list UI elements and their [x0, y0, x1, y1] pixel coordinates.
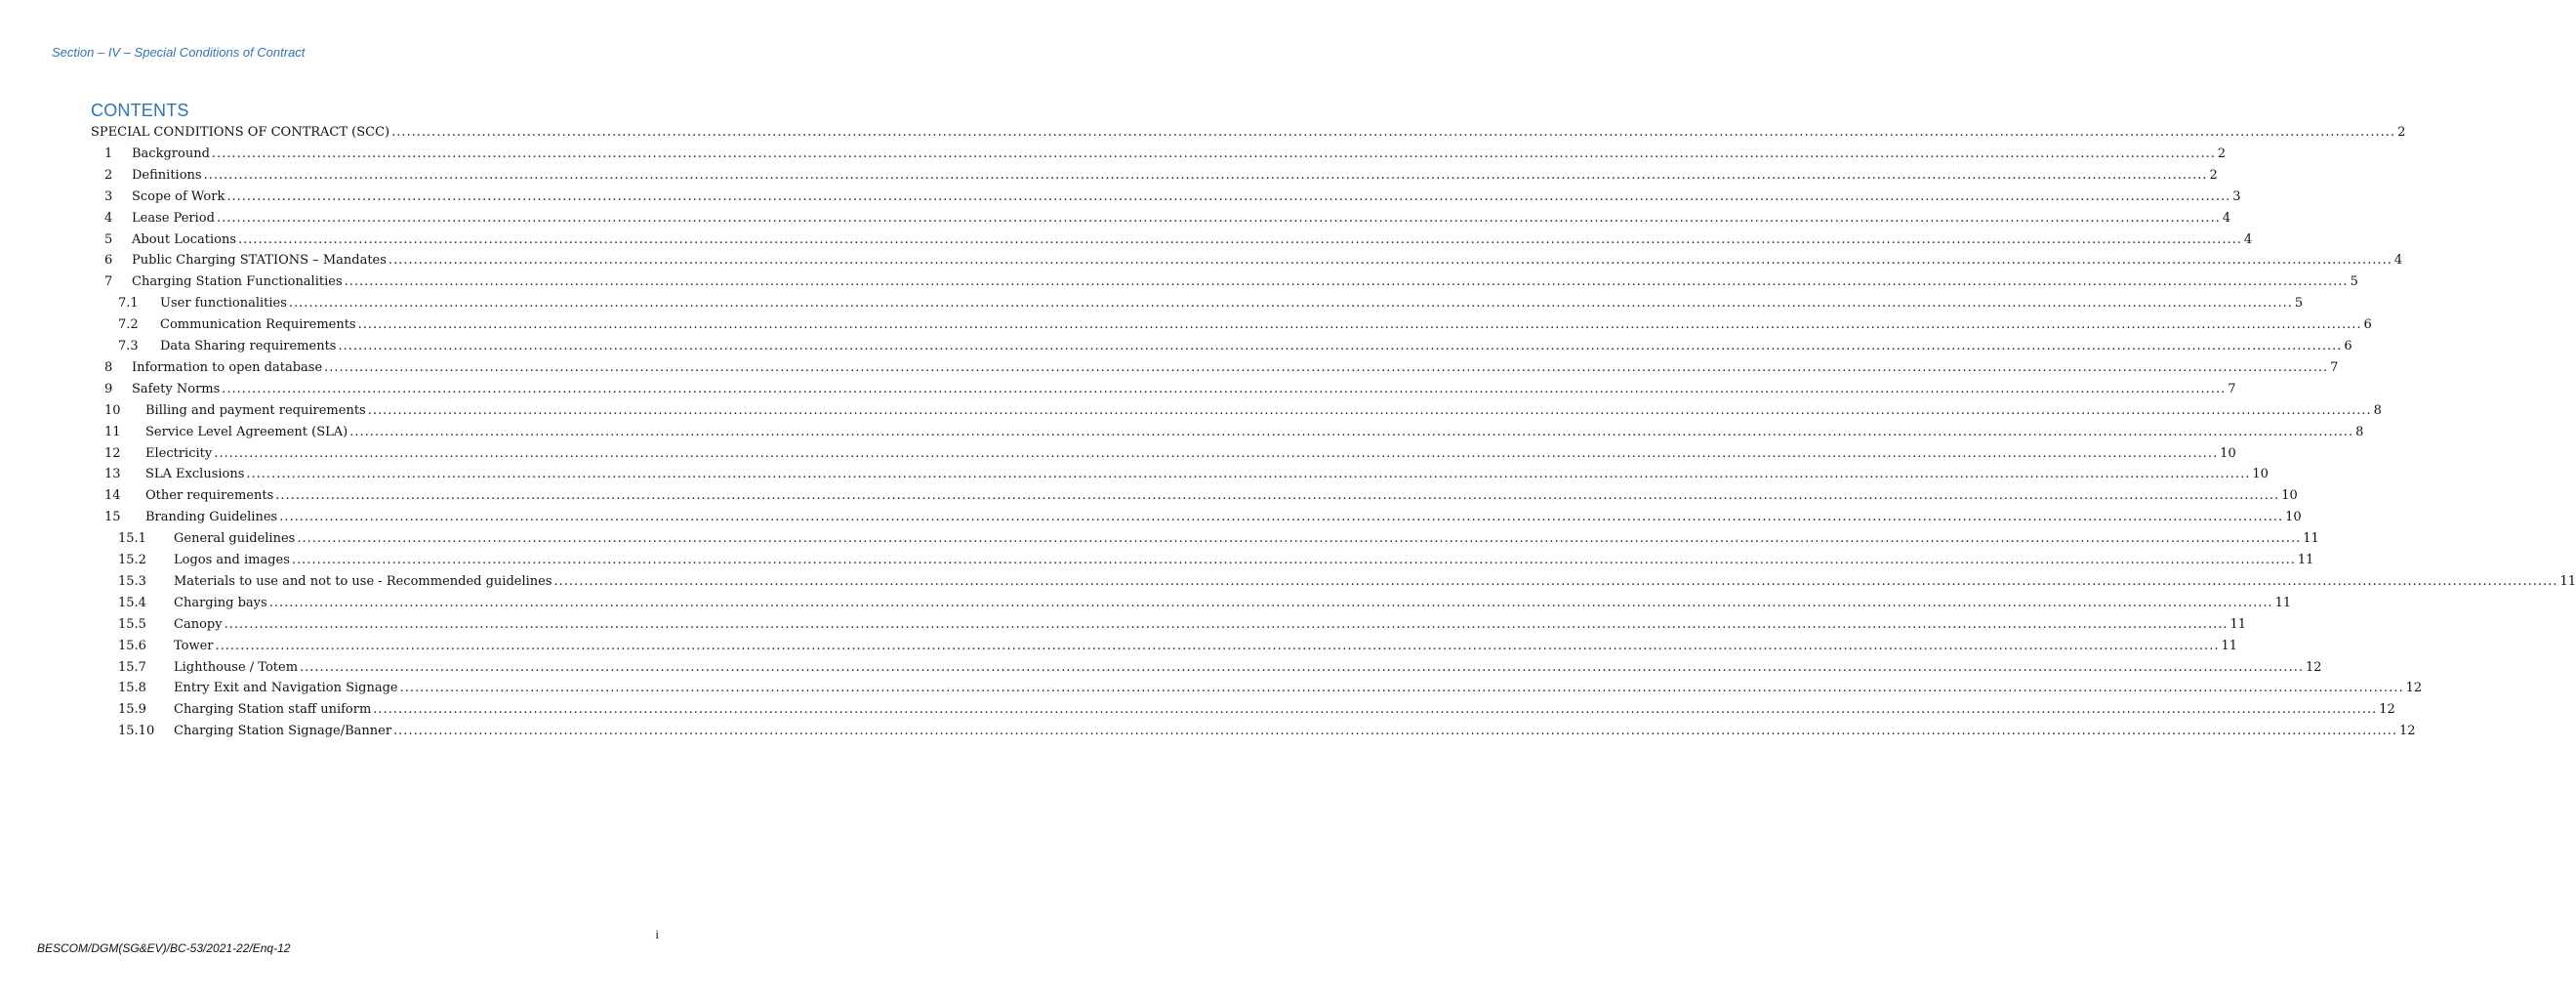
toc-entry[interactable]: [0, 187, 2241, 208]
toc-entry[interactable]: [0, 528, 2319, 550]
toc-dot-leader: ................................................................................................................................................................................................................................................................................................................................................................................................................: [391, 125, 2396, 140]
toc-entry-number: 15.10: [118, 724, 155, 739]
toc-entry-number: 10: [104, 402, 121, 418]
toc-entry-title: Lighthouse / Totem: [174, 659, 299, 675]
toc-entry-number: 9: [104, 381, 113, 396]
toc-dot-leader: ................................................................................................................................................................................................................................................................................................................................................................................................................: [203, 167, 2208, 183]
toc-entry[interactable]: [0, 699, 2395, 721]
toc-entry-number: 15.6: [118, 638, 146, 653]
toc-entry-title: Scope of Work: [132, 188, 225, 204]
toc-entry-number: 14: [104, 488, 121, 504]
contents-heading: CONTENTS: [91, 101, 189, 120]
toc-entry-number: 1: [104, 146, 113, 161]
toc-entry-page: 12: [2405, 681, 2423, 696]
toc-dot-leader: ................................................................................................................................................................................................................................................................................................................................................................................................................: [214, 445, 2219, 461]
toc-entry[interactable]: [0, 271, 2358, 293]
toc-entry[interactable]: [0, 678, 2423, 699]
toc-entry[interactable]: [0, 144, 2227, 165]
toc-dot-leader: ................................................................................................................................................................................................................................................................................................................................................................................................................: [300, 659, 2304, 675]
toc-entry-number: 7.3: [118, 339, 139, 354]
toc-entry[interactable]: [0, 550, 2314, 571]
toc-entry[interactable]: [0, 443, 2236, 465]
toc-entry-title: Canopy: [174, 616, 223, 632]
toc-entry-page: 11: [2221, 638, 2238, 653]
toc-entry[interactable]: [0, 571, 2576, 593]
toc-entry-page: 12: [2305, 659, 2322, 675]
toc-entry-page: 11: [2297, 553, 2314, 567]
toc-entry-number: 15.4: [118, 595, 146, 610]
toc-dot-leader: ................................................................................................................................................................................................................................................................................................................................................................................................................: [367, 402, 2372, 418]
toc-entry-title: Information to open database: [132, 359, 323, 375]
document-header: Section – IV – Special Conditions of Contract: [52, 45, 306, 60]
toc-dot-leader: ................................................................................................................................................................................................................................................................................................................................................................................................................: [344, 274, 2349, 290]
toc-entry[interactable]: [0, 165, 2218, 187]
toc-entry-page: 11: [2559, 573, 2576, 589]
toc-dot-leader: ................................................................................................................................................................................................................................................................................................................................................................................................................: [373, 702, 2378, 718]
toc-entry-number: 15.8: [118, 681, 146, 696]
toc-entry-page: 11: [2303, 531, 2319, 547]
toc-entry-number: 6: [104, 253, 113, 269]
toc-entry-page: 4: [2243, 231, 2253, 247]
toc-dot-leader: ................................................................................................................................................................................................................................................................................................................................................................................................................: [291, 553, 2296, 567]
toc-entry[interactable]: [0, 485, 2298, 507]
toc-entry-number: 4: [104, 210, 113, 226]
toc-entry-page: 2: [2397, 125, 2406, 140]
toc-entry-page: 10: [2252, 467, 2269, 482]
toc-entry-number: 15.9: [118, 702, 146, 718]
document-footer: BESCOM/DGM(SG&EV)/BC-53/2021-22/Enq-12: [37, 941, 291, 955]
toc-entry-title: Electricity: [145, 445, 213, 461]
toc-entry-page: 10: [2281, 488, 2298, 504]
toc-entry-page: 7: [2330, 359, 2339, 375]
toc-entry-number: 15.3: [118, 573, 146, 589]
toc-entry-title: Charging Station staff uniform: [174, 702, 372, 718]
toc-entry[interactable]: [0, 357, 2339, 379]
toc-dot-leader: ................................................................................................................................................................................................................................................................................................................................................................................................................: [349, 424, 2354, 439]
toc-entry[interactable]: [0, 250, 2403, 271]
toc-entry-page: 2: [2209, 167, 2218, 183]
toc-entry-number: 8: [104, 359, 113, 375]
toc-entry[interactable]: [0, 721, 2416, 742]
toc-entry-title: Charging Station Functionalities: [132, 274, 343, 290]
toc-entry[interactable]: [0, 657, 2322, 679]
toc-entry-number: 7.1: [118, 296, 139, 312]
toc-entry-page: 3: [2232, 188, 2241, 204]
toc-dot-leader: ................................................................................................................................................................................................................................................................................................................................................................................................................: [216, 210, 2221, 226]
toc-entry-title: SLA Exclusions: [145, 467, 245, 482]
toc-entry-page: 5: [2350, 274, 2358, 290]
toc-entry-title: User functionalities: [160, 296, 287, 312]
toc-entry-page: 8: [2355, 424, 2364, 439]
toc-entry[interactable]: [0, 314, 2372, 336]
toc-entry-number: 15.5: [118, 616, 146, 632]
toc-dot-leader: ................................................................................................................................................................................................................................................................................................................................................................................................................: [246, 467, 2251, 482]
toc-dot-leader: ................................................................................................................................................................................................................................................................................................................................................................................................................: [215, 638, 2220, 653]
toc-entry[interactable]: [0, 208, 2231, 229]
toc-entry-title: Entry Exit and Navigation Signage: [174, 681, 398, 696]
toc-entry[interactable]: [0, 422, 2364, 443]
toc-dot-leader: ................................................................................................................................................................................................................................................................................................................................................................................................................: [357, 317, 2362, 333]
toc-entry-page: 10: [2220, 445, 2236, 461]
toc-dot-leader: ................................................................................................................................................................................................................................................................................................................................................................................................................: [297, 531, 2302, 547]
toc-entry-title: Communication Requirements: [160, 317, 356, 333]
toc-entry-page: 12: [2379, 702, 2395, 718]
toc-entry-title: Data Sharing requirements: [160, 339, 337, 354]
toc-entry-number: 2: [104, 167, 113, 183]
toc-entry[interactable]: [0, 464, 2269, 485]
toc-entry-number: 7.2: [118, 317, 139, 333]
toc-dot-leader: ................................................................................................................................................................................................................................................................................................................................................................................................................: [388, 253, 2392, 269]
toc-entry-title: Materials to use and not to use - Recommended guidelines: [174, 573, 552, 589]
toc-entry-page: 12: [2398, 724, 2416, 739]
toc-entry-page: 4: [2393, 253, 2403, 269]
toc-entry[interactable]: [0, 507, 2302, 528]
toc-entry-title: Other requirements: [145, 488, 274, 504]
toc-entry-title: About Locations: [132, 231, 237, 247]
toc-entry-title: Lease Period: [132, 210, 215, 226]
toc-entry-title: Charging bays: [174, 595, 267, 610]
toc-dot-leader: ................................................................................................................................................................................................................................................................................................................................................................................................................: [399, 681, 2404, 696]
toc-entry-title: General guidelines: [174, 531, 296, 547]
toc-entry-page: 2: [2217, 146, 2227, 161]
toc-entry[interactable]: [0, 229, 2253, 251]
toc-entry-page: 11: [2229, 616, 2247, 632]
toc-entry-page: 4: [2222, 210, 2231, 226]
page-number: i: [655, 927, 659, 941]
toc-dot-leader: ................................................................................................................................................................................................................................................................................................................................................................................................................: [268, 595, 2273, 610]
toc-entry-number: 12: [104, 445, 121, 461]
toc-dot-leader: ................................................................................................................................................................................................................................................................................................................................................................................................................: [275, 488, 2280, 504]
toc-entry-number: 15.1: [118, 531, 146, 547]
toc-entry[interactable]: [0, 379, 2236, 400]
toc-entry-number: 15: [104, 510, 121, 525]
toc-entry-page: 6: [2344, 339, 2352, 354]
toc-dot-leader: ................................................................................................................................................................................................................................................................................................................................................................................................................: [553, 573, 2558, 589]
toc-entry-title: Safety Norms: [132, 381, 221, 396]
toc-entry-title: Public Charging STATIONS – Mandates: [132, 253, 387, 269]
toc-entry-number: 3: [104, 188, 113, 204]
toc-entry-number: 13: [104, 467, 121, 482]
toc-entry-page: 6: [2363, 317, 2372, 333]
toc-dot-leader: ................................................................................................................................................................................................................................................................................................................................................................................................................: [288, 296, 2293, 312]
toc-entry[interactable]: [0, 122, 2406, 144]
toc-entry-number: 15.7: [118, 659, 146, 675]
toc-dot-leader: ................................................................................................................................................................................................................................................................................................................................................................................................................: [238, 231, 2242, 247]
toc-dot-leader: ................................................................................................................................................................................................................................................................................................................................................................................................................: [222, 381, 2227, 396]
toc-entry-title: Definitions: [132, 167, 202, 183]
toc-entry-title: Background: [132, 146, 210, 161]
toc-entry[interactable]: [0, 636, 2238, 657]
toc-entry-page: 11: [2274, 595, 2292, 610]
toc-dot-leader: ................................................................................................................................................................................................................................................................................................................................................................................................................: [224, 616, 2228, 632]
toc-entry-title: Logos and images: [174, 553, 290, 567]
toc-entry[interactable]: [0, 336, 2352, 357]
toc-entry-page: 10: [2285, 510, 2302, 525]
toc-dot-leader: ................................................................................................................................................................................................................................................................................................................................................................................................................: [324, 359, 2329, 375]
toc-entry-number: 11: [104, 424, 121, 439]
toc-dot-leader: ................................................................................................................................................................................................................................................................................................................................................................................................................: [279, 510, 2284, 525]
toc-entry-title: Charging Station Signage/Banner: [174, 724, 392, 739]
toc-entry-page: 7: [2228, 381, 2236, 396]
toc-entry-number: 7: [104, 274, 113, 290]
toc-entry-title: SPECIAL CONDITIONS OF CONTRACT (SCC): [91, 125, 390, 140]
toc-entry-page: 8: [2373, 402, 2382, 418]
toc-dot-leader: ................................................................................................................................................................................................................................................................................................................................................................................................................: [211, 146, 2216, 161]
toc-dot-leader: ................................................................................................................................................................................................................................................................................................................................................................................................................: [393, 724, 2397, 739]
toc-entry[interactable]: [0, 293, 2304, 314]
toc-dot-leader: ................................................................................................................................................................................................................................................................................................................................................................................................................: [338, 339, 2343, 354]
toc-entry-title: Billing and payment requirements: [145, 402, 366, 418]
toc-entry[interactable]: [0, 614, 2247, 636]
toc-entry-number: 15.2: [118, 553, 146, 567]
toc-dot-leader: ................................................................................................................................................................................................................................................................................................................................................................................................................: [226, 188, 2231, 204]
toc-entry-number: 5: [104, 231, 113, 247]
toc-entry[interactable]: [0, 400, 2382, 422]
toc-entry-title: Service Level Agreement (SLA): [145, 424, 348, 439]
toc-entry-title: Branding Guidelines: [145, 510, 278, 525]
toc-entry-page: 5: [2294, 296, 2304, 312]
toc-entry[interactable]: [0, 593, 2292, 614]
toc-entry-title: Tower: [174, 638, 214, 653]
